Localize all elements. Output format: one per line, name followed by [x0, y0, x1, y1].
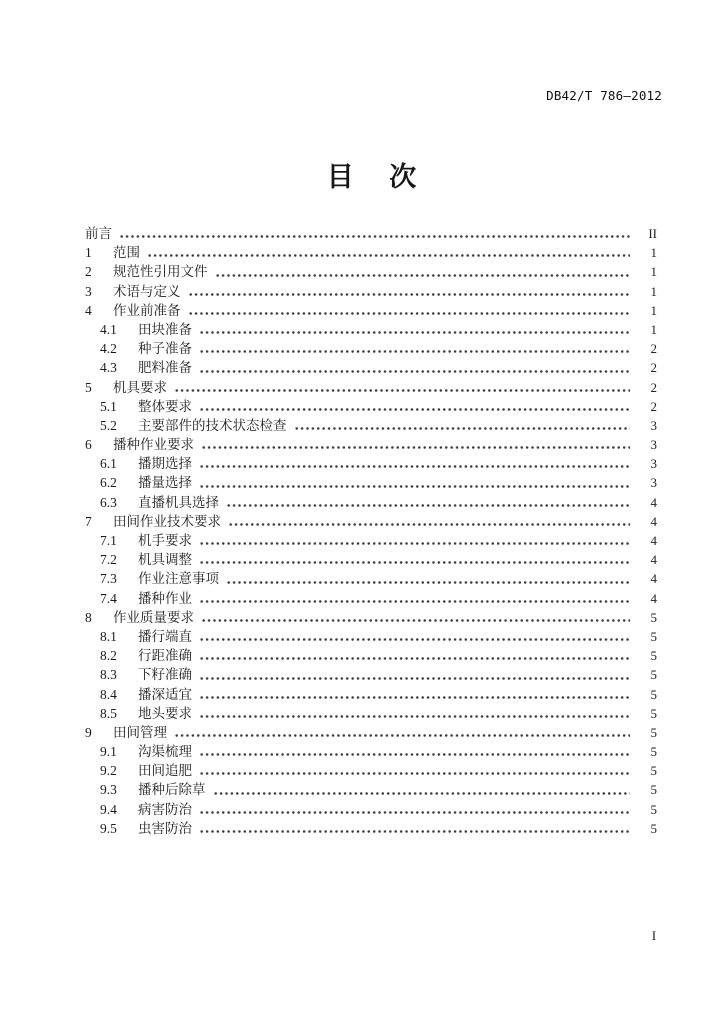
toc-entry-number: 9 — [85, 724, 92, 740]
toc-entry-number: 5 — [85, 379, 92, 395]
toc-entry — [85, 646, 657, 665]
toc-entry-page: 4 — [650, 590, 657, 606]
toc-entry-label: 下籽准确 — [138, 667, 192, 683]
toc-entry — [85, 685, 657, 704]
toc-entry-label: 作业质量要求 — [113, 609, 194, 625]
standard-number: DB42/T 786—2012 — [546, 88, 662, 103]
toc-entry-label: 肥料准备 — [138, 360, 192, 376]
dot-leader — [199, 560, 630, 565]
toc-entry-number: 6 — [85, 437, 92, 453]
dot-leader — [199, 656, 630, 661]
toc-entry-number: 7.3 — [100, 571, 117, 587]
toc-entry-number: 9.1 — [100, 744, 117, 760]
toc-entry-label: 地头要求 — [138, 705, 192, 721]
toc-entry-label: 播种作业要求 — [113, 437, 194, 453]
toc-entry-number: 9.4 — [100, 801, 117, 817]
toc-entry — [85, 473, 657, 492]
toc-entry-number: 9.5 — [100, 820, 117, 836]
dot-leader — [199, 637, 630, 642]
toc-entry — [85, 224, 657, 243]
toc-entry-page: 4 — [650, 552, 657, 568]
toc-entry-number: 3 — [85, 283, 92, 299]
toc-entry-page: 1 — [650, 302, 657, 318]
toc-entry-number: 4 — [85, 302, 92, 318]
toc-entry-number: 8.4 — [100, 686, 117, 702]
toc-entry — [85, 301, 657, 320]
toc-entry — [85, 780, 657, 799]
dot-leader — [228, 522, 630, 527]
toc-entry-label: 播深适宜 — [138, 686, 192, 702]
toc-entry — [85, 704, 657, 723]
toc-entry-page: 3 — [650, 456, 657, 472]
toc-entry — [85, 339, 657, 358]
dot-leader — [119, 234, 630, 239]
toc-entry — [85, 569, 657, 588]
toc-entry-label: 田块准备 — [138, 321, 192, 337]
toc-entry-page: II — [648, 226, 657, 241]
toc-entry-page: 3 — [650, 417, 657, 433]
toc-entry-label: 机具调整 — [138, 552, 192, 568]
toc-entry-number: 1 — [85, 245, 92, 261]
dot-leader — [188, 292, 631, 297]
dot-leader — [199, 752, 630, 757]
dot-leader — [199, 464, 630, 469]
dot-leader — [188, 311, 631, 316]
toc-entry-number: 2 — [85, 264, 92, 280]
toc-entry-number: 8.3 — [100, 667, 117, 683]
toc-entry — [85, 262, 657, 281]
dot-leader — [199, 369, 630, 374]
toc-entry-page: 2 — [650, 360, 657, 376]
toc-entry-label: 行距准确 — [138, 648, 192, 664]
toc-entry-page: 1 — [650, 283, 657, 299]
toc-entry-label: 播种后除草 — [138, 782, 206, 798]
toc-entry-label: 田间追肥 — [138, 763, 192, 779]
toc-entry-page: 5 — [650, 782, 657, 798]
toc-entry-page: 4 — [650, 494, 657, 510]
toc-entry-page: 2 — [650, 398, 657, 414]
toc-entry-page: 4 — [650, 533, 657, 548]
toc-entry — [85, 435, 657, 454]
toc-entry-label: 播量选择 — [138, 475, 192, 491]
toc-entry-label: 范围 — [113, 245, 140, 261]
toc-entry-number: 4.1 — [100, 321, 117, 337]
toc-entry-page: 2 — [650, 379, 657, 395]
toc-entry — [85, 665, 657, 684]
toc-entry-label: 播行端直 — [138, 628, 192, 644]
toc-entry-page: 3 — [650, 475, 657, 491]
toc-entry-label: 沟渠梳理 — [138, 744, 192, 760]
toc-entry-page: 5 — [650, 686, 657, 702]
toc-entry-number: 5.1 — [100, 398, 117, 414]
toc-entry-number: 9.2 — [100, 763, 117, 779]
dot-leader — [199, 330, 630, 335]
dot-leader — [201, 445, 630, 450]
dot-leader — [199, 829, 630, 834]
toc-entry — [85, 550, 657, 569]
toc-entry-page: 5 — [650, 744, 657, 760]
toc-entry-number: 8.5 — [100, 705, 117, 721]
toc-entry-page: 5 — [650, 820, 657, 836]
toc-entry-label: 作业前准备 — [113, 302, 181, 318]
toc-entry-number: 7.4 — [100, 590, 117, 606]
dot-leader — [199, 484, 630, 489]
toc-entry-label: 规范性引用文件 — [113, 264, 208, 280]
toc-entry — [85, 627, 657, 646]
toc-entry-label: 田间管理 — [113, 724, 167, 740]
toc-entry-label: 主要部件的技术状态检查 — [138, 417, 287, 433]
toc-entry-label: 作业注意事项 — [138, 571, 219, 587]
dot-leader — [294, 426, 631, 431]
dot-leader — [174, 388, 630, 393]
toc-entry-number: 7.1 — [100, 533, 117, 548]
toc-entry-number: 5.2 — [100, 417, 117, 433]
toc-entry-number: 4.3 — [100, 360, 117, 376]
toc-entry-page: 2 — [650, 341, 657, 357]
toc-entry — [85, 800, 657, 819]
toc-entry-page: 5 — [650, 628, 657, 644]
toc-entry-page: 5 — [650, 724, 657, 740]
toc-entry-page: 1 — [650, 264, 657, 280]
footer-page-number: I — [651, 929, 656, 943]
toc-entry — [85, 454, 657, 473]
toc-entry-label: 前言 — [85, 226, 112, 241]
toc-entry-number: 6.2 — [100, 475, 117, 491]
dot-leader — [199, 541, 630, 546]
toc-entry-page: 4 — [650, 513, 657, 529]
dot-leader — [226, 580, 630, 585]
toc-entry-label: 整体要求 — [138, 398, 192, 414]
dot-leader — [201, 618, 630, 623]
page-title: 目 次 — [326, 162, 417, 192]
toc-entry — [85, 819, 657, 838]
toc-entry — [85, 742, 657, 761]
toc-entry-number: 8.2 — [100, 648, 117, 664]
toc-entry-label: 机具要求 — [113, 379, 167, 395]
dot-leader — [199, 407, 630, 412]
toc-entry-number: 6.1 — [100, 456, 117, 472]
toc-entry-label: 播期选择 — [138, 456, 192, 472]
toc-entry-label: 病害防治 — [138, 801, 192, 817]
toc-entry — [85, 589, 657, 608]
toc-entry — [85, 493, 657, 512]
toc-entry-page: 5 — [650, 705, 657, 721]
toc-entry — [85, 358, 657, 377]
toc-entry-page: 3 — [650, 437, 657, 453]
dot-leader — [199, 714, 630, 719]
toc-entry-label: 虫害防治 — [138, 820, 192, 836]
toc-entry-page: 5 — [650, 648, 657, 664]
toc-entry-page: 5 — [650, 667, 657, 683]
dot-leader — [199, 676, 630, 681]
toc-entry-number: 7 — [85, 513, 92, 529]
dot-leader — [199, 810, 630, 815]
dot-leader — [226, 503, 630, 508]
toc-entry-number: 8 — [85, 609, 92, 625]
toc-entry — [85, 608, 657, 627]
toc-entry-page: 1 — [650, 321, 657, 337]
toc-entry-number: 8.1 — [100, 628, 117, 644]
toc-entry — [85, 531, 657, 550]
toc-entry-label: 播种作业 — [138, 590, 192, 606]
toc-entry-label: 直播机具选择 — [138, 494, 219, 510]
toc-entry-page: 4 — [650, 571, 657, 587]
toc-entry — [85, 320, 657, 339]
toc-entry — [85, 761, 657, 780]
toc-entry-label: 术语与定义 — [113, 283, 181, 299]
toc-entry-number: 9.3 — [100, 782, 117, 798]
toc-entry-number: 4.2 — [100, 341, 117, 357]
toc-entry-page: 5 — [650, 801, 657, 817]
toc-entry — [85, 397, 657, 416]
toc-entry-page: 1 — [650, 245, 657, 261]
toc-entry — [85, 416, 657, 435]
toc-entry — [85, 282, 657, 301]
toc-entry-page: 5 — [650, 763, 657, 779]
dot-leader — [199, 349, 630, 354]
dot-leader — [215, 273, 631, 278]
toc-list — [85, 224, 657, 838]
toc-entry — [85, 723, 657, 742]
dot-leader — [147, 253, 630, 258]
toc-entry — [85, 243, 657, 262]
dot-leader — [174, 733, 630, 738]
dot-leader — [213, 791, 631, 796]
toc-entry-label: 机手要求 — [138, 533, 192, 548]
toc-entry-number: 7.2 — [100, 552, 117, 568]
toc-entry-page: 5 — [650, 609, 657, 625]
dot-leader — [199, 599, 630, 604]
toc-entry — [85, 512, 657, 531]
dot-leader — [199, 695, 630, 700]
toc-entry — [85, 378, 657, 397]
toc-entry-label: 种子准备 — [138, 341, 192, 357]
dot-leader — [199, 771, 630, 776]
toc-entry-label: 田间作业技术要求 — [113, 513, 221, 529]
toc-entry-number: 6.3 — [100, 494, 117, 510]
